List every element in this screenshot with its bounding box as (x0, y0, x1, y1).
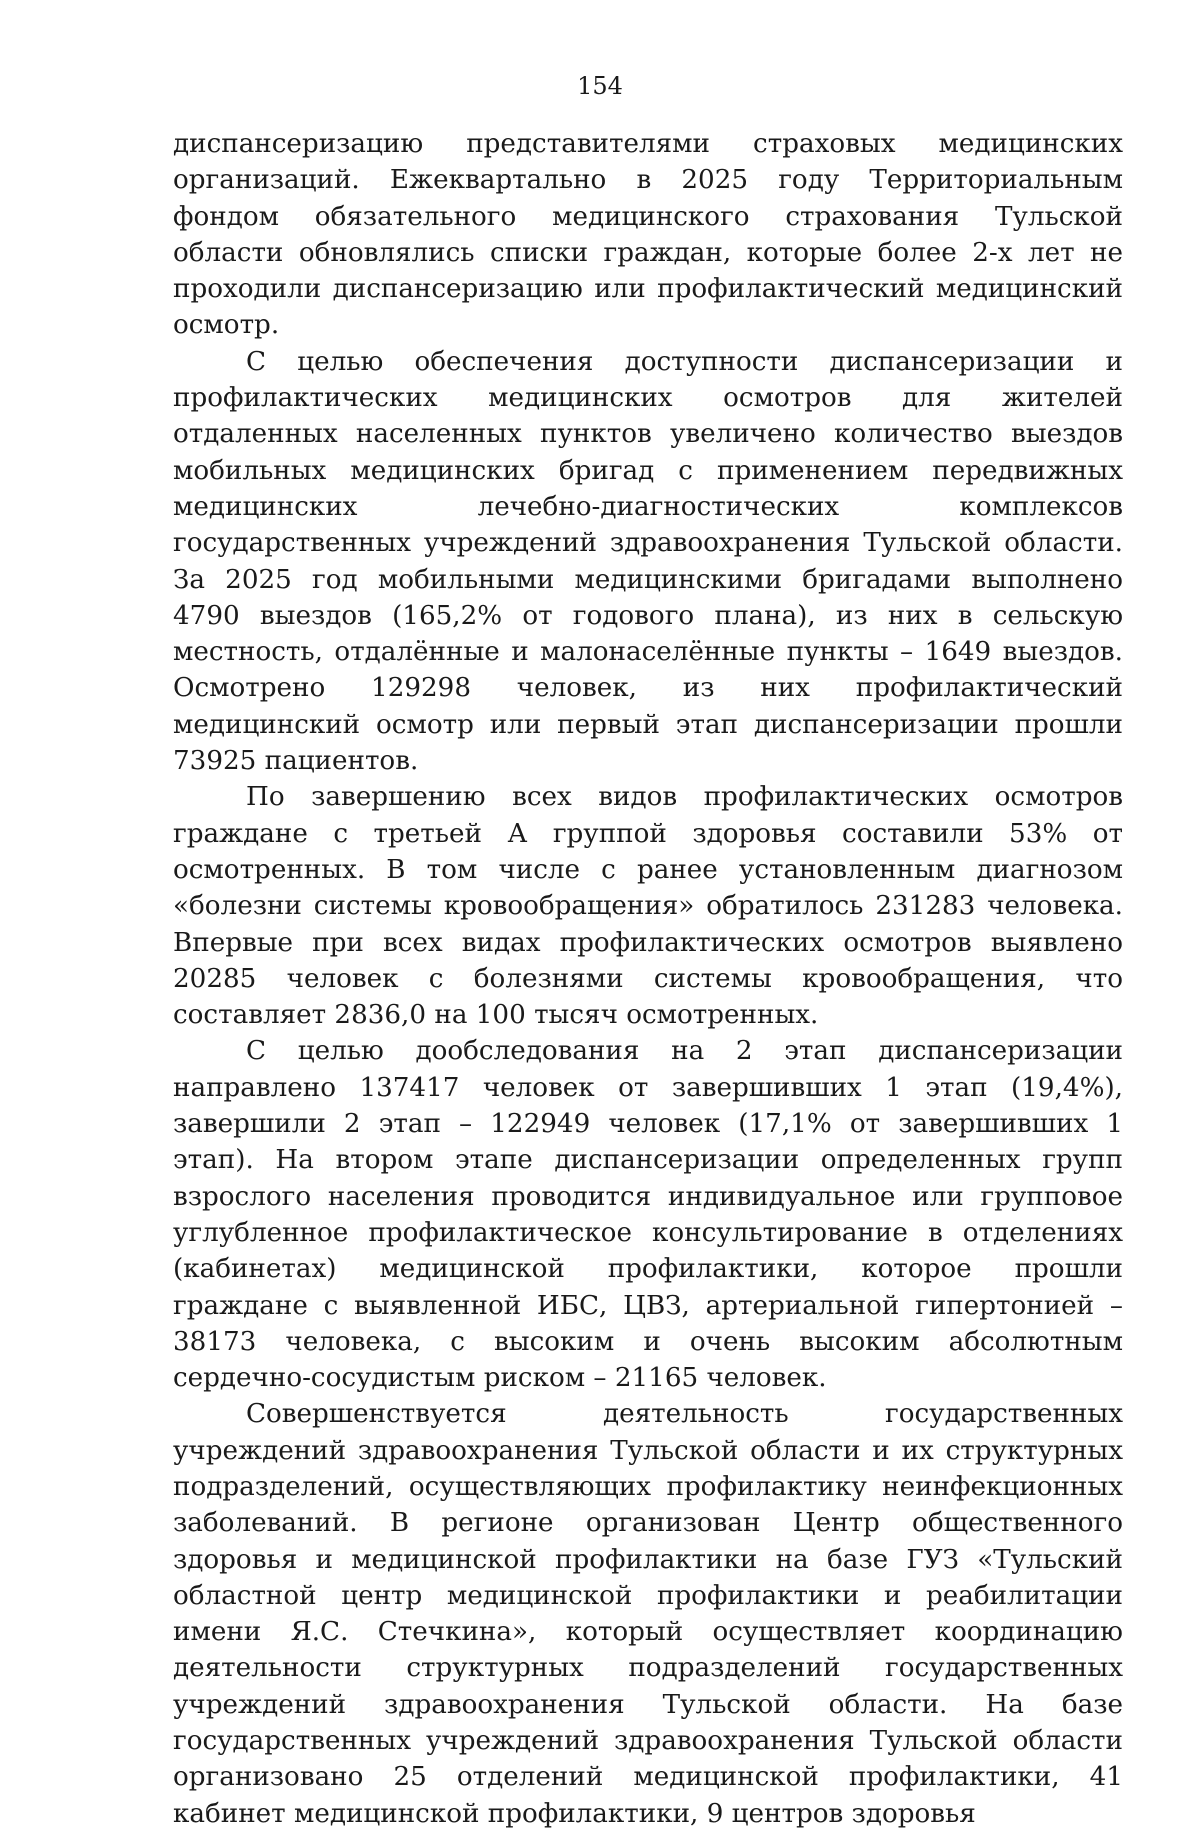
paragraph-second-stage: С целью дообследования на 2 этап диспансеризации направлено 137417 человек от завершивших 1 этап (19,4%), завершили 2 этап – 122949 человек (17,1% от завершивших 1 этап). На втором этапе диспансеризации определенных групп взрослого населения проводится индивидуальное или групповое углубленное профилактическое консультирование в отделениях (кабинетах) медицинской профилактики, которое прошли граждане с выявленной ИБС, ЦВЗ, артериальной гипертонией – 38173 человека, с высоким и очень высоким абсолютным сердечно-сосудистым риском – 21165 человек. (173, 1036, 1123, 1394)
document-body (173, 126, 1123, 1832)
page-number: 154 (577, 72, 623, 100)
paragraph-continuation: диспансеризацию представителями страховых медицинских организаций. Ежеквартально в 2025 году Территориальным фондом обязательного медицинского страхования Тульской области обновлялись списки граждан, которые более 2-х лет не проходили диспансеризацию или профилактический медицинский осмотр. (173, 129, 1123, 341)
paragraph-mobile-brigades: С целью обеспечения доступности диспансеризации и профилактических медицинских осмотров для жителей отдаленных населенных пунктов увеличено количество выездов мобильных медицинских бригад с применением передвижных медицинских лечебно-диагностических комплексов государственных учреждений здравоохранения Тульской области. За 2025 год мобильными медицинскими бригадами выполнено 4790 выездов (165,2% от годового плана), из них в сельскую местность, отдалённые и малонаселённые пункты – 1649 выездов. Осмотрено 129298 человек, из них профилактический медицинский осмотр или первый этап диспансеризации прошли 73925 пациентов. (173, 346, 1123, 777)
paragraph-health-groups: По завершению всех видов профилактических осмотров граждане с третьей А группой здоровья составили 53% от осмотренных. В том числе с ранее установленным диагнозом «болезни системы кровообращения» обратилось 231283 человека. Впервые при всех видах профилактических осмотров выявлено 20285 человек с болезнями системы кровообращения, что составляет 2836,0 на 100 тысяч осмотренных. (173, 782, 1123, 1031)
paragraph-prevention-centers: Совершенствуется деятельность государственных учреждений здравоохранения Тульской области и их структурных подразделений, осуществляющих профилактику неинфекционных заболеваний. В регионе организован Центр общественного здоровья и медицинской профилактики на базе ГУЗ «Тульский областной центр медицинской профилактики и реабилитации имени Я.С. Стечкина», который осуществляет координацию деятельности структурных подразделений государственных учреждений здравоохранения Тульской области. На базе государственных учреждений здравоохранения Тульской области организовано 25 отделений медицинской профилактики, 41 кабинет медицинской профилактики, 9 центров здоровья (173, 1399, 1123, 1829)
